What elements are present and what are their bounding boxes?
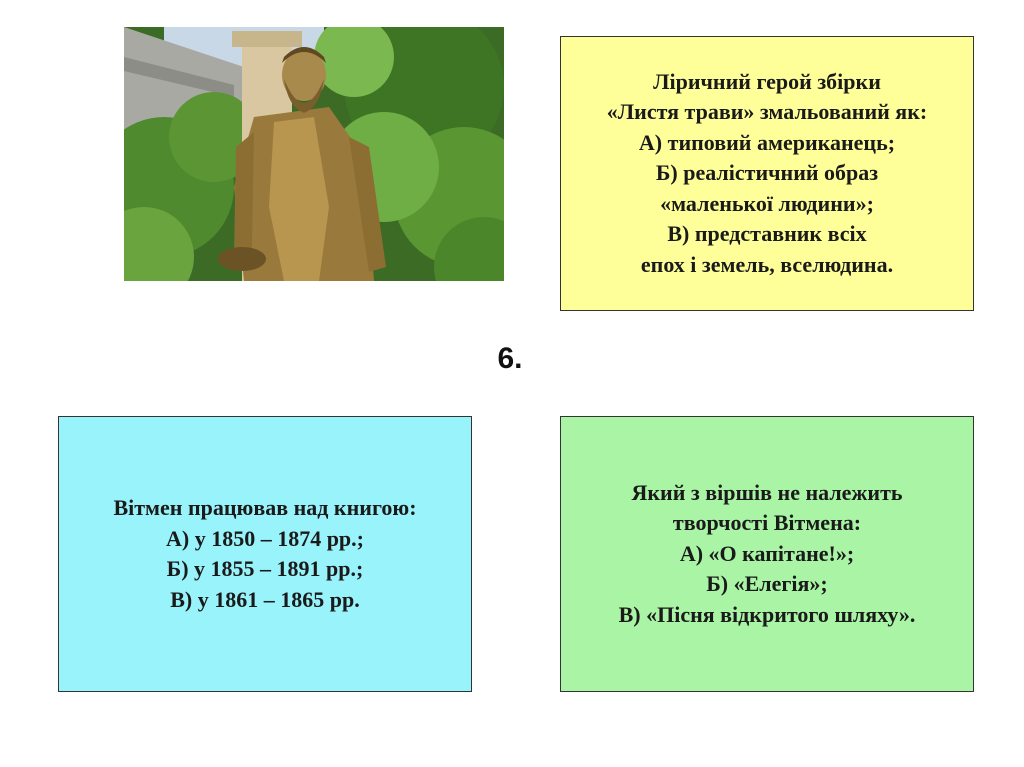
question-poem-line: Який з віршів не належить (631, 479, 903, 505)
question-lyric-hero-line: В) представник всіх (667, 221, 867, 247)
question-book-years-line: Б) у 1855 – 1891 рр.; (166, 556, 364, 581)
question-poem-line: Б) «Елегія»; (706, 571, 828, 597)
question-book-years-line: В) у 1861 – 1865 рр. (170, 586, 360, 612)
question-poem-box (560, 416, 974, 692)
question-poem-line: В) «Пісня відкритого шляху». (618, 601, 916, 627)
question-book-years-box (58, 416, 472, 692)
question-book-years-line: А) у 1850 – 1874 рр.; (165, 525, 364, 551)
question-lyric-hero-line: Ліричний герой збірки (653, 68, 881, 94)
question-book-years-line: Вітмен працював над книгою: (113, 495, 417, 520)
question-poem-line: А) «О капітане!»; (679, 540, 855, 566)
question-lyric-hero-line: «Листя трави» змальований як: (606, 99, 928, 125)
question-lyric-hero-line: епох і земель, вселюдина. (640, 251, 894, 277)
question-lyric-hero-line: Б) реалістичний образ (655, 160, 879, 186)
question-lyric-hero-box (560, 36, 974, 311)
question-poem-line: творчості Вітмена: (672, 510, 862, 536)
question-lyric-hero-line: А) типовий американець; (638, 129, 896, 155)
question-lyric-hero-line: «маленької людини»; (660, 190, 874, 216)
slide-number: 6. (497, 342, 523, 375)
statue-photo (124, 27, 504, 281)
statue-photo-image (124, 27, 504, 281)
